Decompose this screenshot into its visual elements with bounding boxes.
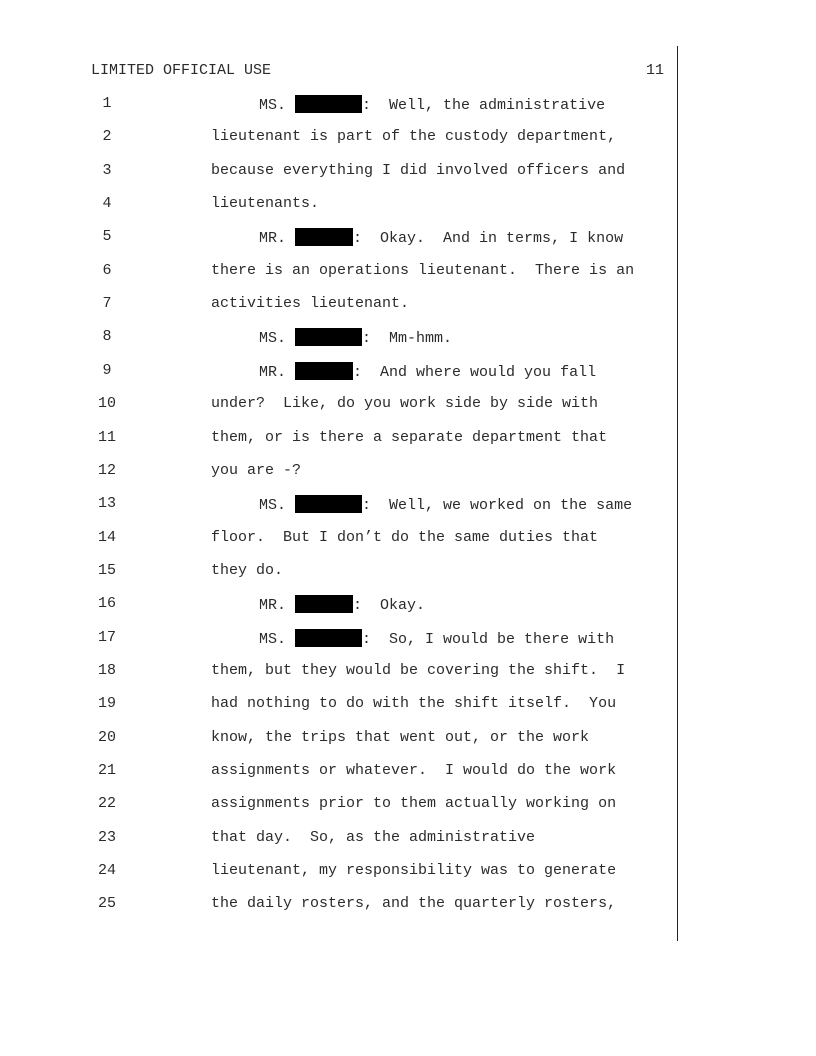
line-number: 14 <box>97 528 116 546</box>
transcript-line: lieutenant is part of the custody department, <box>211 128 617 146</box>
line-number: 12 <box>97 461 116 479</box>
speaker-title: MR. <box>259 597 287 615</box>
speaker-title: MR. <box>259 230 287 248</box>
transcript-line: them, or is there a separate department that <box>211 428 608 446</box>
page-number: 11 <box>646 62 665 79</box>
line-number: 22 <box>97 795 116 813</box>
right-margin-rule <box>677 46 678 941</box>
line-number: 5 <box>102 228 112 246</box>
line-number: 6 <box>102 261 112 279</box>
line-number: 24 <box>97 862 116 880</box>
speaker-title: MS. <box>259 97 287 114</box>
transcript-line <box>259 362 596 381</box>
speaker-title: MS. <box>259 630 287 648</box>
transcript-line <box>259 95 605 114</box>
redaction-box <box>295 228 353 246</box>
redaction-box <box>295 495 362 513</box>
transcript-line: there is an operations lieutenant. There is an <box>211 261 635 279</box>
line-number: 3 <box>102 161 112 179</box>
line-number: 18 <box>97 661 116 679</box>
line-number: 17 <box>97 628 116 646</box>
line-number: 2 <box>102 128 112 146</box>
transcript-line: them, but they would be covering the shift. I <box>211 661 626 679</box>
transcript-line: that day. So, as the administrative <box>211 828 536 846</box>
transcript-line: you are -? <box>211 461 302 479</box>
speaker-title: MR. <box>259 363 287 381</box>
transcript-line: lieutenant, my responsibility was to generate <box>211 862 617 880</box>
transcript-line <box>259 328 452 347</box>
line-number: 7 <box>102 295 112 313</box>
transcript-line: had nothing to do with the shift itself. You <box>211 695 617 713</box>
line-number: 8 <box>102 328 112 346</box>
redaction-box <box>295 629 362 647</box>
line-text: : So, I would be there with <box>362 630 615 648</box>
transcript-line: know, the trips that went out, or the work <box>211 728 590 746</box>
line-text: : Well, the administrative <box>362 97 606 114</box>
transcript-line: assignments prior to them actually working on <box>211 795 617 813</box>
line-number: 15 <box>97 561 116 579</box>
line-number: 23 <box>97 828 116 846</box>
transcript-line: because everything I did involved officers and <box>211 161 626 179</box>
transcript-line: lieutenants. <box>211 195 320 213</box>
line-text: : Mm-hmm. <box>362 330 453 348</box>
line-number: 1 <box>102 95 112 112</box>
speaker-title: MS. <box>259 497 287 515</box>
line-text: : Okay. And in terms, I know <box>353 230 624 248</box>
classification-header: LIMITED OFFICIAL USE <box>91 62 272 79</box>
line-number: 11 <box>97 428 116 446</box>
transcript-line: they do. <box>211 561 284 579</box>
transcript-line <box>259 495 632 514</box>
line-number: 13 <box>97 495 116 513</box>
line-text: : And where would you fall <box>353 363 597 381</box>
line-number: 25 <box>97 895 116 913</box>
transcript-line <box>259 629 614 648</box>
redaction-box <box>295 595 353 613</box>
transcript-line: under? Like, do you work side by side with <box>211 395 599 413</box>
redaction-box <box>295 95 362 113</box>
redaction-box <box>295 328 362 346</box>
transcript-line: assignments or whatever. I would do the work <box>211 762 617 779</box>
line-number: 9 <box>102 361 112 379</box>
transcript-line <box>259 595 425 614</box>
line-number: 10 <box>97 395 116 413</box>
speaker-title: MS. <box>259 330 287 348</box>
line-number: 19 <box>97 695 116 713</box>
line-number: 21 <box>97 762 116 779</box>
line-number: 20 <box>97 728 116 746</box>
line-text: : Well, we worked on the same <box>362 497 633 515</box>
line-number: 4 <box>102 195 112 213</box>
line-text: : Okay. <box>353 597 426 615</box>
transcript-line <box>259 228 623 247</box>
transcript-line: the daily rosters, and the quarterly rosters, <box>211 895 617 913</box>
transcript-line: floor. But I don’t do the same duties that <box>211 528 599 546</box>
redaction-box <box>295 362 353 380</box>
line-number: 16 <box>97 595 116 613</box>
transcript-line: activities lieutenant. <box>211 295 410 313</box>
